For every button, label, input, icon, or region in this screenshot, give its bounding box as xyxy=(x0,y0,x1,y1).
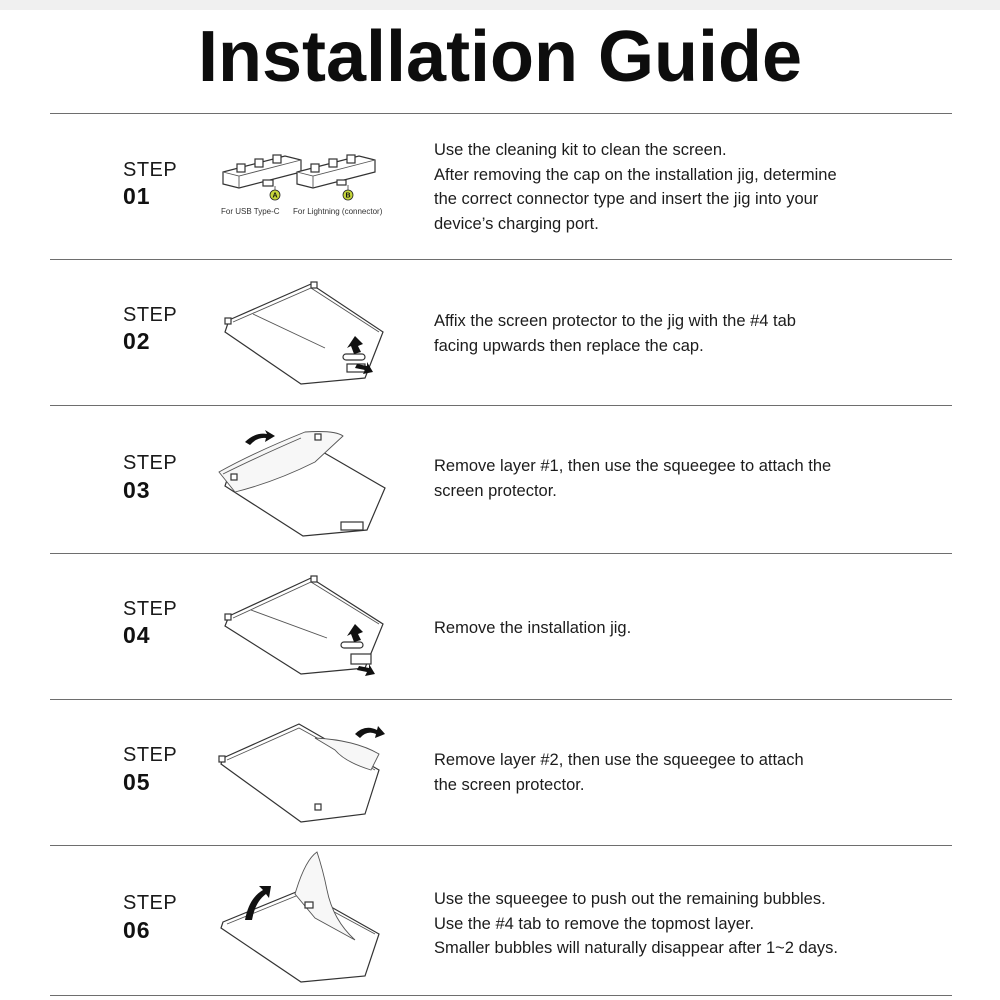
lightning-jig xyxy=(297,155,375,200)
description-line: device’s charging port. xyxy=(434,214,599,233)
badge-b: B xyxy=(345,192,351,200)
description-line: After removing the cap on the installation jig, determine xyxy=(434,165,837,184)
description-line: Remove layer #2, then use the squeegee to attach xyxy=(434,751,804,769)
step-description xyxy=(434,454,904,503)
push-bubbles-illustration xyxy=(215,850,445,990)
step-label: STEP xyxy=(123,744,178,766)
step-number: 06 xyxy=(123,917,151,943)
lightning-caption: For Lightning (connector) xyxy=(293,207,383,216)
badge-a: A xyxy=(272,192,278,200)
step-description xyxy=(434,748,904,797)
usb-c-caption: For USB Type-C xyxy=(221,207,280,216)
description-line: screen protector. xyxy=(434,481,557,500)
top-bar xyxy=(0,0,1000,10)
step-number: 01 xyxy=(123,183,151,209)
remove-layer-1-illustration xyxy=(215,422,445,542)
step-description xyxy=(434,887,904,961)
step-description xyxy=(434,616,904,641)
remove-jig-illustration xyxy=(215,568,445,686)
description-line: Use the #4 tab to remove the topmost layer. xyxy=(434,914,755,933)
description-line: Remove the installation jig. xyxy=(434,619,632,637)
description-line: Remove layer #1, then use the squeegee to attach the xyxy=(434,457,832,475)
step-label: STEP xyxy=(123,892,178,914)
protector-on-jig-illustration xyxy=(215,274,445,392)
description-line: Affix the screen protector to the jig with the #4 tab xyxy=(434,312,796,330)
step-06 xyxy=(50,846,952,995)
description-line: Use the squeegee to push out the remaining bubbles. xyxy=(434,890,826,908)
divider xyxy=(50,995,952,996)
usb-c-jig xyxy=(223,155,301,200)
description-line: facing upwards then replace the cap. xyxy=(434,336,704,355)
step-label: STEP xyxy=(123,452,178,474)
step-03 xyxy=(50,406,952,553)
remove-layer-2-illustration xyxy=(215,714,445,832)
step-number: 02 xyxy=(123,328,151,354)
step-02 xyxy=(50,260,952,405)
step-number: 05 xyxy=(123,769,151,795)
step-label: STEP xyxy=(123,598,178,620)
step-description xyxy=(434,138,904,236)
step-description xyxy=(434,309,904,358)
step-01 xyxy=(50,114,952,259)
step-label: STEP xyxy=(123,159,178,181)
step-05 xyxy=(50,700,952,845)
description-line: the correct connector type and insert the jig into your xyxy=(434,190,819,209)
description-line: Smaller bubbles will naturally disappear after 1~2 days. xyxy=(434,939,839,958)
step-number: 03 xyxy=(123,477,151,503)
page-title: Installation Guide xyxy=(197,17,803,97)
step-04 xyxy=(50,554,952,699)
description-line: the screen protector. xyxy=(434,775,585,794)
step-label: STEP xyxy=(123,304,178,326)
jig-connectors-illustration xyxy=(215,142,445,232)
description-line: Use the cleaning kit to clean the screen. xyxy=(434,141,727,159)
step-number: 04 xyxy=(123,622,151,648)
